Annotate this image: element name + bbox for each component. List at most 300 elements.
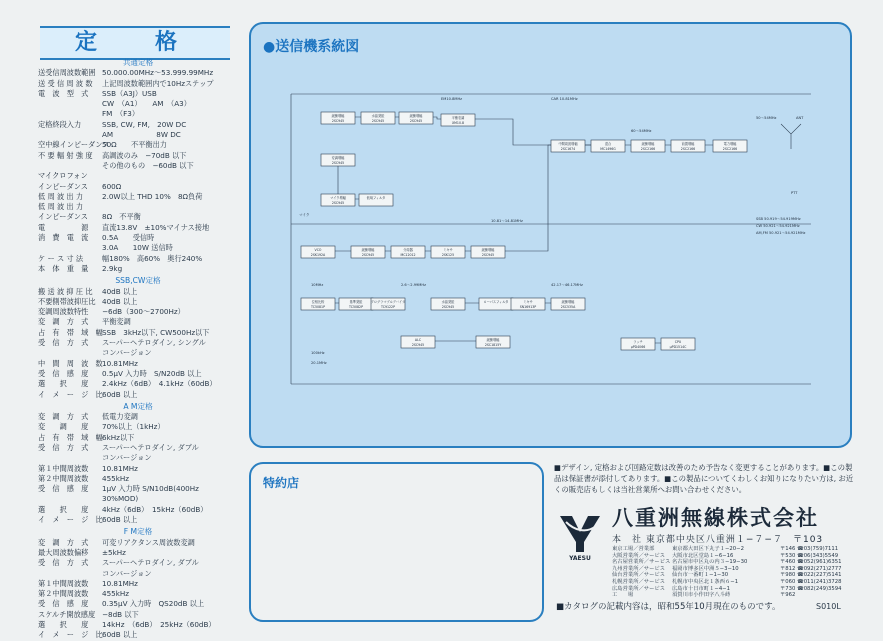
spec-title: 定 格 xyxy=(40,26,230,60)
block-part: TC5082P xyxy=(348,305,364,309)
freq-label: CW 50.921〜54.921MHz xyxy=(756,224,800,228)
block-name: ラッチ xyxy=(633,340,643,344)
spec-value: 2.0W以上 THD 10% 8Ω負荷 xyxy=(102,191,203,201)
spec-row xyxy=(38,558,238,568)
office-list xyxy=(612,546,862,599)
spec-value: 0.5A 受信時 xyxy=(102,233,155,243)
office-field: 〒460 ☎052(961)6351 xyxy=(780,559,842,566)
spec-label: イ メ ー ジ 比 xyxy=(38,515,103,525)
spec-label: 選 択 度 xyxy=(38,379,89,389)
spec-label: 消 費 電 流 xyxy=(38,233,89,243)
spec-value: スーパーヘテロダイン, ダブル xyxy=(102,442,199,452)
freq-label: ANT xyxy=(796,116,804,120)
spec-label xyxy=(38,161,102,171)
spec-row xyxy=(38,412,238,422)
spec-value: 40dB 以上 xyxy=(102,286,138,296)
spec-label: 占 有 帯 域 幅 xyxy=(38,327,103,337)
spec-value: 14kHz （6dB） 25kHz（60dB） xyxy=(102,620,216,630)
spec-row xyxy=(38,99,238,109)
block-b27 xyxy=(401,336,435,348)
block-name: 水晶発振 xyxy=(441,300,455,304)
spec-row xyxy=(38,515,238,525)
svg-text:YAESU: YAESU xyxy=(569,555,591,562)
hq-address xyxy=(612,532,823,545)
spec-label: 占 有 帯 域 幅 xyxy=(38,432,103,442)
spec-label xyxy=(38,348,102,358)
block-part: 2SC945 xyxy=(371,119,385,123)
spec-row xyxy=(38,569,238,579)
dealer-title: 特約店 xyxy=(263,476,300,490)
spec-value: 高調波のみ −70dB 以下 xyxy=(102,150,187,160)
spec-row xyxy=(38,297,238,307)
block-name: 緩衝増幅 xyxy=(641,142,655,146)
block-name: 緩衝増幅 xyxy=(481,248,495,252)
block-part: MC1496G xyxy=(600,147,616,151)
spec-row xyxy=(38,233,238,243)
spec-row xyxy=(38,599,238,609)
block-b10 xyxy=(631,140,665,152)
catalog-note: ■カタログの記載内容は，昭和55年10月現在のものです。 xyxy=(556,602,781,612)
spec-row xyxy=(38,68,238,78)
freq-label: 42.17〜46.17MHz xyxy=(551,283,583,287)
block-b14 xyxy=(351,246,385,258)
block-b13 xyxy=(301,246,335,258)
block-b9 xyxy=(591,140,625,152)
spec-row xyxy=(38,192,238,202)
spec-label: 受 信 感 度 xyxy=(38,368,89,378)
spec-label: 変 調 方 式 xyxy=(38,317,89,327)
spec-value: SSB（A3J）USB xyxy=(102,88,157,98)
antenna-icon xyxy=(781,124,801,149)
office-row xyxy=(612,546,862,553)
spec-label: 受 信 感 度 xyxy=(38,484,89,494)
block-part: 2SC945 xyxy=(331,161,345,165)
spec-value: SSB, CW, FM, 20W DC xyxy=(102,119,187,129)
block-name: ミキサ xyxy=(523,300,533,304)
spec-section-heading: 共通定格 xyxy=(122,58,154,67)
block-b17 xyxy=(339,298,373,310)
spec-value xyxy=(102,171,238,181)
spec-value: 10.81MHz xyxy=(102,463,138,473)
block-b24 xyxy=(621,338,655,350)
block-part: 2SC945 xyxy=(331,201,345,205)
spec-label: 最大周波数偏移 xyxy=(38,547,89,557)
signal-wire xyxy=(488,145,591,251)
spec-label: 送受信周波数範囲 xyxy=(38,68,96,78)
catalog-code: S010L xyxy=(816,602,841,611)
block-b25 xyxy=(511,298,545,310)
block-b2 xyxy=(359,194,393,206)
office-row xyxy=(612,592,862,599)
block-part: TC9122P xyxy=(380,305,396,309)
block-b21 xyxy=(471,246,505,258)
spec-value: コンバージョン xyxy=(102,348,152,358)
office-field: 大阪市北区堂島１−6−16 xyxy=(672,552,734,559)
spec-label: 本 体 重 量 xyxy=(38,263,89,273)
block-part: 2SC2166 xyxy=(680,147,696,151)
block-name: 位相比較 xyxy=(311,300,325,304)
spec-label: 変調周波数特性 xyxy=(38,307,89,317)
spec-value: 可変リアクタンス周波数変調 xyxy=(102,537,195,547)
office-field: 工 場 xyxy=(612,592,634,599)
spec-value: 0.35μV 入力時 QS20dB 以上 xyxy=(102,599,205,609)
block-diagram xyxy=(251,24,850,446)
spec-value: 50.000.00MHz〜53.999.99MHz xyxy=(102,68,214,78)
spec-value: 2.9kg xyxy=(102,263,123,273)
block-name: 緩衝増幅 xyxy=(561,300,575,304)
office-row xyxy=(612,572,862,579)
block-name: ミキサ xyxy=(443,248,453,252)
spec-value: AM 8W DC xyxy=(102,130,181,140)
spec-value: 30%MOD) xyxy=(102,494,139,504)
spec-label: 定格終段入力 xyxy=(38,119,82,129)
block-part: XM10.8 xyxy=(451,121,465,125)
spec-row xyxy=(38,390,238,400)
block-part: 2SC945 xyxy=(411,343,425,347)
spec-label xyxy=(38,453,102,463)
spec-row xyxy=(38,494,238,504)
block-part: 2SC2166 xyxy=(640,147,656,151)
spec-row xyxy=(38,505,238,515)
office-field: 札幌営業所／サービス xyxy=(612,578,665,585)
freq-label: 10.81〜14.81MHz xyxy=(491,219,523,223)
block-name: 平衡変調 xyxy=(451,116,465,120)
spec-value: 0.5μV 入力時 S/N20dB 以上 xyxy=(102,368,202,378)
office-field: 〒146 ☎03(759)7111 xyxy=(780,546,839,552)
freq-label: 60〜54MHz xyxy=(631,129,652,133)
block-b6 xyxy=(361,112,395,124)
block-name: 混合 xyxy=(604,142,612,146)
spec-row xyxy=(38,484,238,494)
block-b3 xyxy=(321,154,355,166)
block-part: 2SC1815Y xyxy=(484,343,502,347)
block-part: 2SC945 xyxy=(331,119,345,123)
spec-value: 455kHz xyxy=(102,473,130,483)
spec-table xyxy=(38,56,238,641)
diagram-title: ●送信機系統図 xyxy=(263,39,360,55)
block-name: CPU xyxy=(674,340,682,344)
block-part: 2SC945 xyxy=(361,253,375,257)
office-field: 〒730 ☎082(249)3594 xyxy=(780,585,842,592)
spec-row xyxy=(38,379,238,389)
hq-text: 社 東京都中央区八重洲１−７−７ 〒103 xyxy=(632,535,824,545)
spec-value xyxy=(102,202,238,212)
block-b28 xyxy=(476,336,510,348)
block-name: プログラマブルデバイダ xyxy=(370,300,406,304)
spec-label: 中 間 周 波 数 xyxy=(38,358,103,368)
spec-row xyxy=(38,369,238,379)
spec-value: ±5kHz xyxy=(102,547,126,557)
spec-value: 10.81MHz xyxy=(102,358,138,368)
spec-row xyxy=(38,620,238,630)
spec-row xyxy=(38,171,238,181)
block-b26 xyxy=(551,298,585,310)
spec-label: インピーダンス xyxy=(38,181,88,191)
freq-label: 2.6〜2.99MHz xyxy=(401,283,427,287)
spec-label: インピーダンス xyxy=(38,212,88,222)
spec-row xyxy=(38,182,238,192)
block-b7 xyxy=(399,112,433,124)
spec-value: 60dB 以上 xyxy=(102,389,138,399)
spec-row xyxy=(38,317,238,327)
spec-value: その他のもの −60dB 以下 xyxy=(102,160,194,170)
office-row xyxy=(612,579,862,586)
spec-label: 電 波 型 式 xyxy=(38,88,89,98)
block-part: TC5081P xyxy=(310,305,326,309)
spec-value: FM （F3） xyxy=(102,109,140,119)
office-field: 〒980 ☎022(227)5141 xyxy=(780,572,842,579)
block-name: 電力増幅 xyxy=(723,142,737,146)
diagram-panel xyxy=(249,22,852,448)
block-b23 xyxy=(661,338,695,350)
spec-row xyxy=(38,264,238,274)
spec-value: 1μV 入力時 S/N10dB(400Hz xyxy=(102,484,199,494)
block-name: 分周器 xyxy=(403,248,413,252)
dealer-box xyxy=(249,462,544,622)
spec-row xyxy=(38,474,238,484)
spec-value: −6dB（300〜2700Hz） xyxy=(102,307,185,317)
block-name: 中間周波増幅 xyxy=(558,142,578,146)
block-name: マイク増幅 xyxy=(330,196,346,200)
spec-label: 第２中間周波数 xyxy=(38,589,89,599)
block-name: ローパスフィルタ xyxy=(483,300,509,304)
spec-row xyxy=(38,287,238,297)
spec-row xyxy=(38,548,238,558)
block-part: SN16913P xyxy=(519,305,537,309)
spec-row xyxy=(38,589,238,599)
spec-value: 3.0A 10W 送信時 xyxy=(102,243,173,253)
spec-label: 不 要 輻 射 強 度 xyxy=(38,150,93,160)
yaesu-logo xyxy=(556,512,604,562)
block-part: 2SK192A xyxy=(310,253,326,257)
spec-section-heading: A M定格 xyxy=(123,401,153,411)
spec-value: 6kHz以下 xyxy=(102,432,135,442)
spec-row xyxy=(38,307,238,317)
freq-label: CAR 10.81MHz xyxy=(551,97,578,101)
spec-row xyxy=(38,223,238,233)
freq-label: 10MHz xyxy=(311,283,324,287)
office-field: 〒962 xyxy=(780,592,796,599)
office-field: 〒060 ☎011(241)3728 xyxy=(780,578,842,585)
freq-label: マイク xyxy=(299,213,310,217)
spec-label xyxy=(38,130,102,140)
block-b18 xyxy=(371,298,407,310)
spec-value: 2.4kHz（6dB） 4.1kHz（60dB） xyxy=(102,379,217,389)
block-name: 緩衝増幅 xyxy=(331,114,345,118)
spec-value: CW （A1） AM （A3） xyxy=(102,99,191,109)
block-part: 2SC535A xyxy=(560,305,576,309)
spec-value: スーパーヘテロダイン, シングル xyxy=(102,338,206,348)
block-b15 xyxy=(391,246,425,258)
spec-label xyxy=(38,569,102,579)
spec-label: 受 信 方 式 xyxy=(38,338,89,348)
spec-label: 受 信 方 式 xyxy=(38,442,89,452)
block-part: MC12012 xyxy=(400,253,416,257)
block-b1 xyxy=(321,194,355,206)
spec-value: 455kHz xyxy=(102,589,130,599)
spec-label xyxy=(38,109,102,119)
office-field: 東京都大田区下丸子１−20−2 xyxy=(672,546,744,552)
block-part: 2SC945 xyxy=(481,253,495,257)
office-field: 〒812 ☎092(271)2777 xyxy=(780,565,842,572)
spec-row xyxy=(38,328,238,338)
spec-row xyxy=(38,464,238,474)
spec-value: SSB 3kHz以下, CW500Hz以下 xyxy=(102,327,210,337)
office-field: 仙台営業所／サービス xyxy=(612,572,665,579)
block-name: 緩衝増幅 xyxy=(409,114,423,118)
spec-row xyxy=(38,243,238,253)
block-b16 xyxy=(301,298,335,310)
spec-label xyxy=(38,494,102,504)
spec-label: 低 周 波 出 力 xyxy=(38,202,84,212)
spec-label: イ メ ー ジ 比 xyxy=(38,630,103,640)
spec-value: 10.81MHz xyxy=(102,578,138,588)
spec-label: 電 源 xyxy=(38,222,89,232)
spec-value: コンバージョン xyxy=(102,568,152,578)
spec-row xyxy=(38,433,238,443)
spec-value: 600Ω xyxy=(102,181,122,191)
spec-row xyxy=(38,254,238,264)
office-field: 福岡市博多区中洲５−3−10 xyxy=(672,565,739,572)
office-field: 仙台市一番町１−1−30 xyxy=(672,572,729,579)
freq-label: 20.1MHz xyxy=(311,361,327,365)
block-part: 2SC945 xyxy=(409,119,423,123)
spec-value: 平衡変調 xyxy=(102,317,131,327)
spec-row xyxy=(38,109,238,119)
block-part: 2SC1674 xyxy=(560,147,576,151)
office-field: 札幌市中央区北１条西６−1 xyxy=(672,578,739,585)
spec-value: 70%以上（1kHz） xyxy=(102,422,165,432)
spec-row xyxy=(38,140,238,150)
block-name: 緩衝増幅 xyxy=(486,338,500,342)
spec-label: スケルチ開放感度 xyxy=(38,609,96,619)
spec-section-heading: SSB,CW定格 xyxy=(115,276,161,286)
spec-row xyxy=(38,579,238,589)
block-name: 変調増幅 xyxy=(331,156,345,160)
block-part: 2SC945 xyxy=(441,305,455,309)
spec-row xyxy=(38,348,238,358)
spec-row xyxy=(38,212,238,222)
spec-value: スーパーヘテロダイン, ダブル xyxy=(102,558,199,568)
spec-row xyxy=(38,89,238,99)
spec-label: 受 信 方 式 xyxy=(38,558,89,568)
block-name: 緩衝増幅 xyxy=(361,248,375,252)
block-name: 前置増幅 xyxy=(681,142,695,146)
spec-value: 4kHz（6dB） 15kHz（60dB） xyxy=(102,504,208,514)
spec-row xyxy=(38,338,238,348)
block-part: μPD4066 xyxy=(630,345,646,349)
block-b19 xyxy=(431,246,465,258)
spec-value: −8dB 以下 xyxy=(102,609,139,619)
office-field: 名古屋営業所／サービス xyxy=(612,559,671,566)
block-b5 xyxy=(321,112,355,124)
spec-label: 変 調 度 xyxy=(38,422,89,432)
spec-value: 60dB 以上 xyxy=(102,515,138,525)
block-name: 低域フィルタ xyxy=(366,196,386,200)
spec-label: 選 択 度 xyxy=(38,620,89,630)
spec-row xyxy=(38,161,238,171)
spec-label: 低 周 波 出 力 xyxy=(38,191,84,201)
office-field: 大阪営業所／サービス xyxy=(612,552,665,559)
spec-label: 変 調 方 式 xyxy=(38,412,89,422)
block-name: ALC xyxy=(414,338,422,342)
office-field: 〒530 ☎06(343)5549 xyxy=(780,552,839,559)
spec-row xyxy=(38,610,238,620)
spec-row xyxy=(38,443,238,453)
office-field: 須賀川市小作田字八斗蒔 xyxy=(672,592,731,599)
spec-row xyxy=(38,151,238,161)
block-name: VCO xyxy=(314,248,322,252)
spec-label xyxy=(38,243,102,253)
block-part: 2SC2166 xyxy=(722,147,738,151)
spec-label: マイクロフォン xyxy=(38,171,88,181)
spec-label: 送 受 信 周 波 数 xyxy=(38,78,93,88)
company-name: 八重洲無線株式会社 xyxy=(612,505,819,530)
spec-row xyxy=(38,453,238,463)
hq-label: 本 xyxy=(612,535,623,545)
spec-label: 不要側帯波抑圧比 xyxy=(38,296,96,306)
freq-label: EM10.8MHz xyxy=(441,97,463,101)
spec-label: 搬 送 波 抑 圧 比 xyxy=(38,286,93,296)
office-row xyxy=(612,559,862,566)
spec-row xyxy=(38,130,238,140)
block-name: 水晶発振 xyxy=(371,114,385,118)
block-b11 xyxy=(671,140,705,152)
spec-row xyxy=(38,79,238,89)
spec-value: 50Ω 不平衡出力 xyxy=(102,140,167,150)
spec-value: コンバージョン xyxy=(102,453,152,463)
freq-label: PTT xyxy=(791,191,798,195)
spec-value: 60dB 以上 xyxy=(102,630,138,640)
freq-label: 100kHz xyxy=(311,351,325,355)
block-b22 xyxy=(479,298,513,310)
spec-label: 受 信 感 度 xyxy=(38,599,89,609)
freq-label: 50〜54MHz xyxy=(756,116,777,120)
block-part: μPD1514C xyxy=(669,345,687,349)
block-b8 xyxy=(551,140,585,152)
spec-row xyxy=(38,120,238,130)
spec-section-heading: F M定格 xyxy=(123,527,153,537)
block-part: 2SK125 xyxy=(441,253,455,257)
spec-row xyxy=(38,422,238,432)
spec-row xyxy=(38,359,238,369)
spec-row xyxy=(38,538,238,548)
spec-value: 8Ω 不平衡 xyxy=(102,212,141,222)
spec-label xyxy=(38,99,102,109)
freq-label: SSB 50.919〜54.919MHz xyxy=(756,217,801,221)
office-row xyxy=(612,586,862,593)
block-b4 xyxy=(441,114,475,126)
spec-label: 変 調 方 式 xyxy=(38,537,89,547)
spec-row xyxy=(38,630,238,640)
spec-value: 低電力変調 xyxy=(102,412,138,422)
spec-value: 直流13.8V ±10%マイナス接地 xyxy=(102,222,210,232)
spec-value: 40dB 以上 xyxy=(102,296,138,306)
office-field: 九州営業所／サービス xyxy=(612,565,665,572)
spec-label: ケ ー ス 寸 法 xyxy=(38,253,84,263)
spec-value: 幅180% 高60% 奥行240% xyxy=(102,253,203,263)
spec-label: イ メ ー ジ 比 xyxy=(38,389,103,399)
office-field: 広島市十日市町１−4−1 xyxy=(672,585,730,592)
spec-value: 上記周波数範囲内で10Hzステップ xyxy=(102,78,214,88)
spec-label: 第１中間周波数 xyxy=(38,463,89,473)
spec-label: 第１中間周波数 xyxy=(38,578,89,588)
spec-label: 空中線インピーダンス xyxy=(38,140,110,150)
freq-label: AM,FM 50.921〜54.921MHz xyxy=(756,231,806,235)
notice-text: ■デザイン, 定格および回路定数は改善のため予告なく変更することがあります。■この製品は保証書が添付してあります。■この製品についてくわしくお知りになりたい方は, お近くの販売店もしくは当社営業所へお問い合わせください。 xyxy=(554,463,854,494)
office-field: 名古屋市中区丸の内３−19−30 xyxy=(672,559,748,566)
block-name: 基準発振 xyxy=(349,300,363,304)
